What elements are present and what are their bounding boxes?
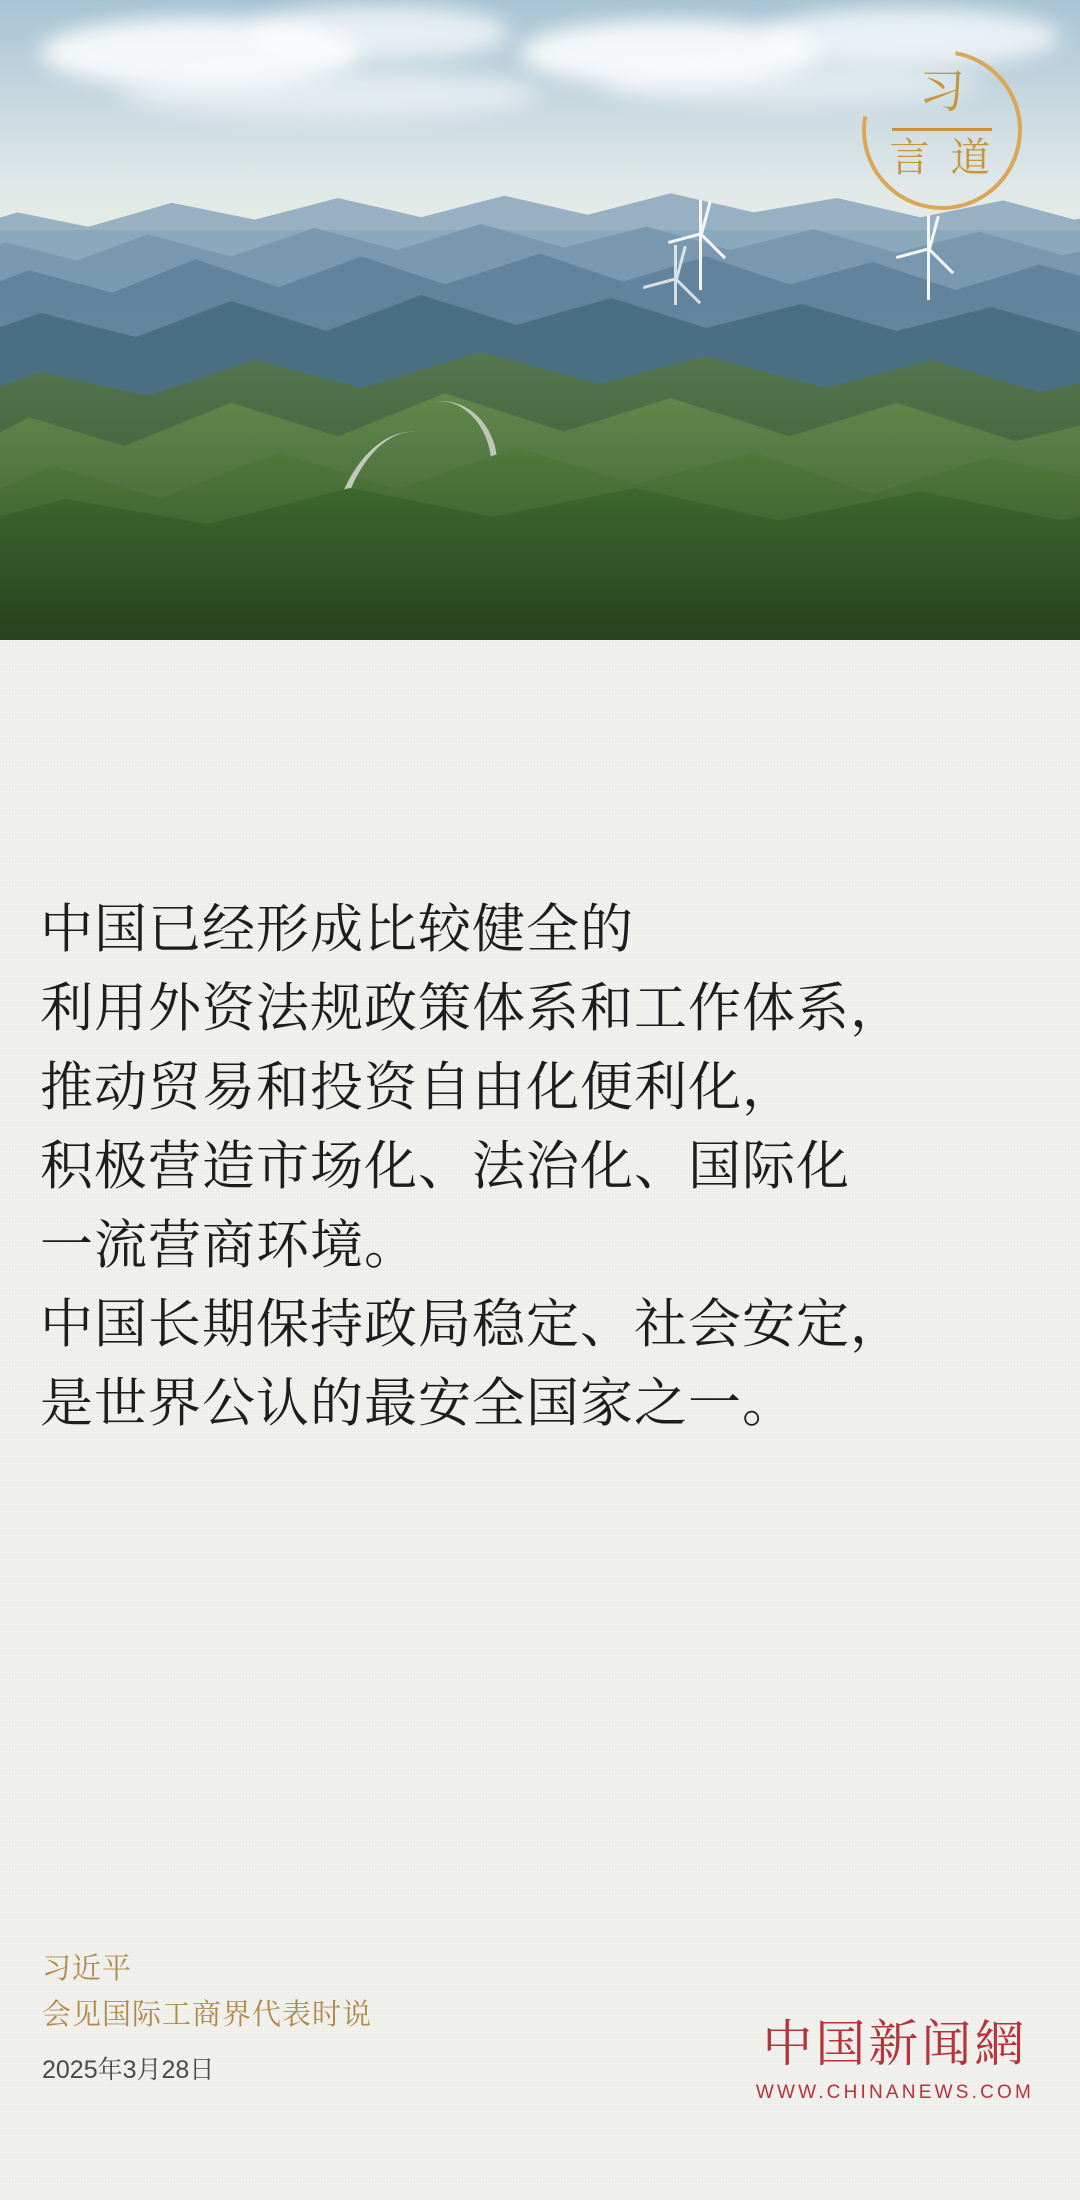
speech-date: 2025年3月28日	[42, 2056, 215, 2084]
logo-divider	[892, 128, 992, 131]
turbine-mast	[699, 200, 702, 290]
turbine-blade	[700, 201, 711, 234]
chinanews-logo	[756, 2017, 1034, 2104]
quote-line: 中国长期保持政局稳定、社会安定，	[40, 1294, 904, 1355]
quote-line: 积极营造市场化、法治化、国际化	[40, 1136, 850, 1197]
logo-bottom-characters: 言 道	[889, 135, 995, 181]
quote-line: 一流营商环境。	[40, 1215, 418, 1276]
quote-block	[40, 890, 1040, 1443]
wind-turbine-icon	[680, 200, 720, 290]
quote-line: 利用外资法规政策体系和工作体系，	[40, 978, 904, 1039]
turbine-mast	[927, 215, 930, 300]
quote-line: 是世界公认的最安全国家之一。	[40, 1373, 796, 1434]
turbine-blade	[928, 216, 939, 249]
logo-top-character: 习	[919, 64, 965, 118]
cloud-shape	[120, 70, 540, 118]
quote-line: 推动贸易和投资自由化便利化，	[40, 1057, 796, 1118]
brand-url: WWW.CHINANEWS.COM	[755, 2082, 1034, 2103]
xi-yan-dao-logo	[862, 50, 1022, 210]
cloud-shape	[250, 5, 510, 60]
wind-turbine-icon	[908, 215, 948, 300]
paper-background	[0, 640, 1080, 2200]
brand-name-cn: 中国新闻網	[762, 2015, 1028, 2073]
speaker-name: 习近平	[42, 1953, 133, 1985]
speech-occasion: 会见国际工商界代表时说	[42, 1999, 373, 2031]
quote-line: 中国已经形成比较健全的	[40, 899, 634, 960]
attribution-block	[42, 1946, 742, 2088]
